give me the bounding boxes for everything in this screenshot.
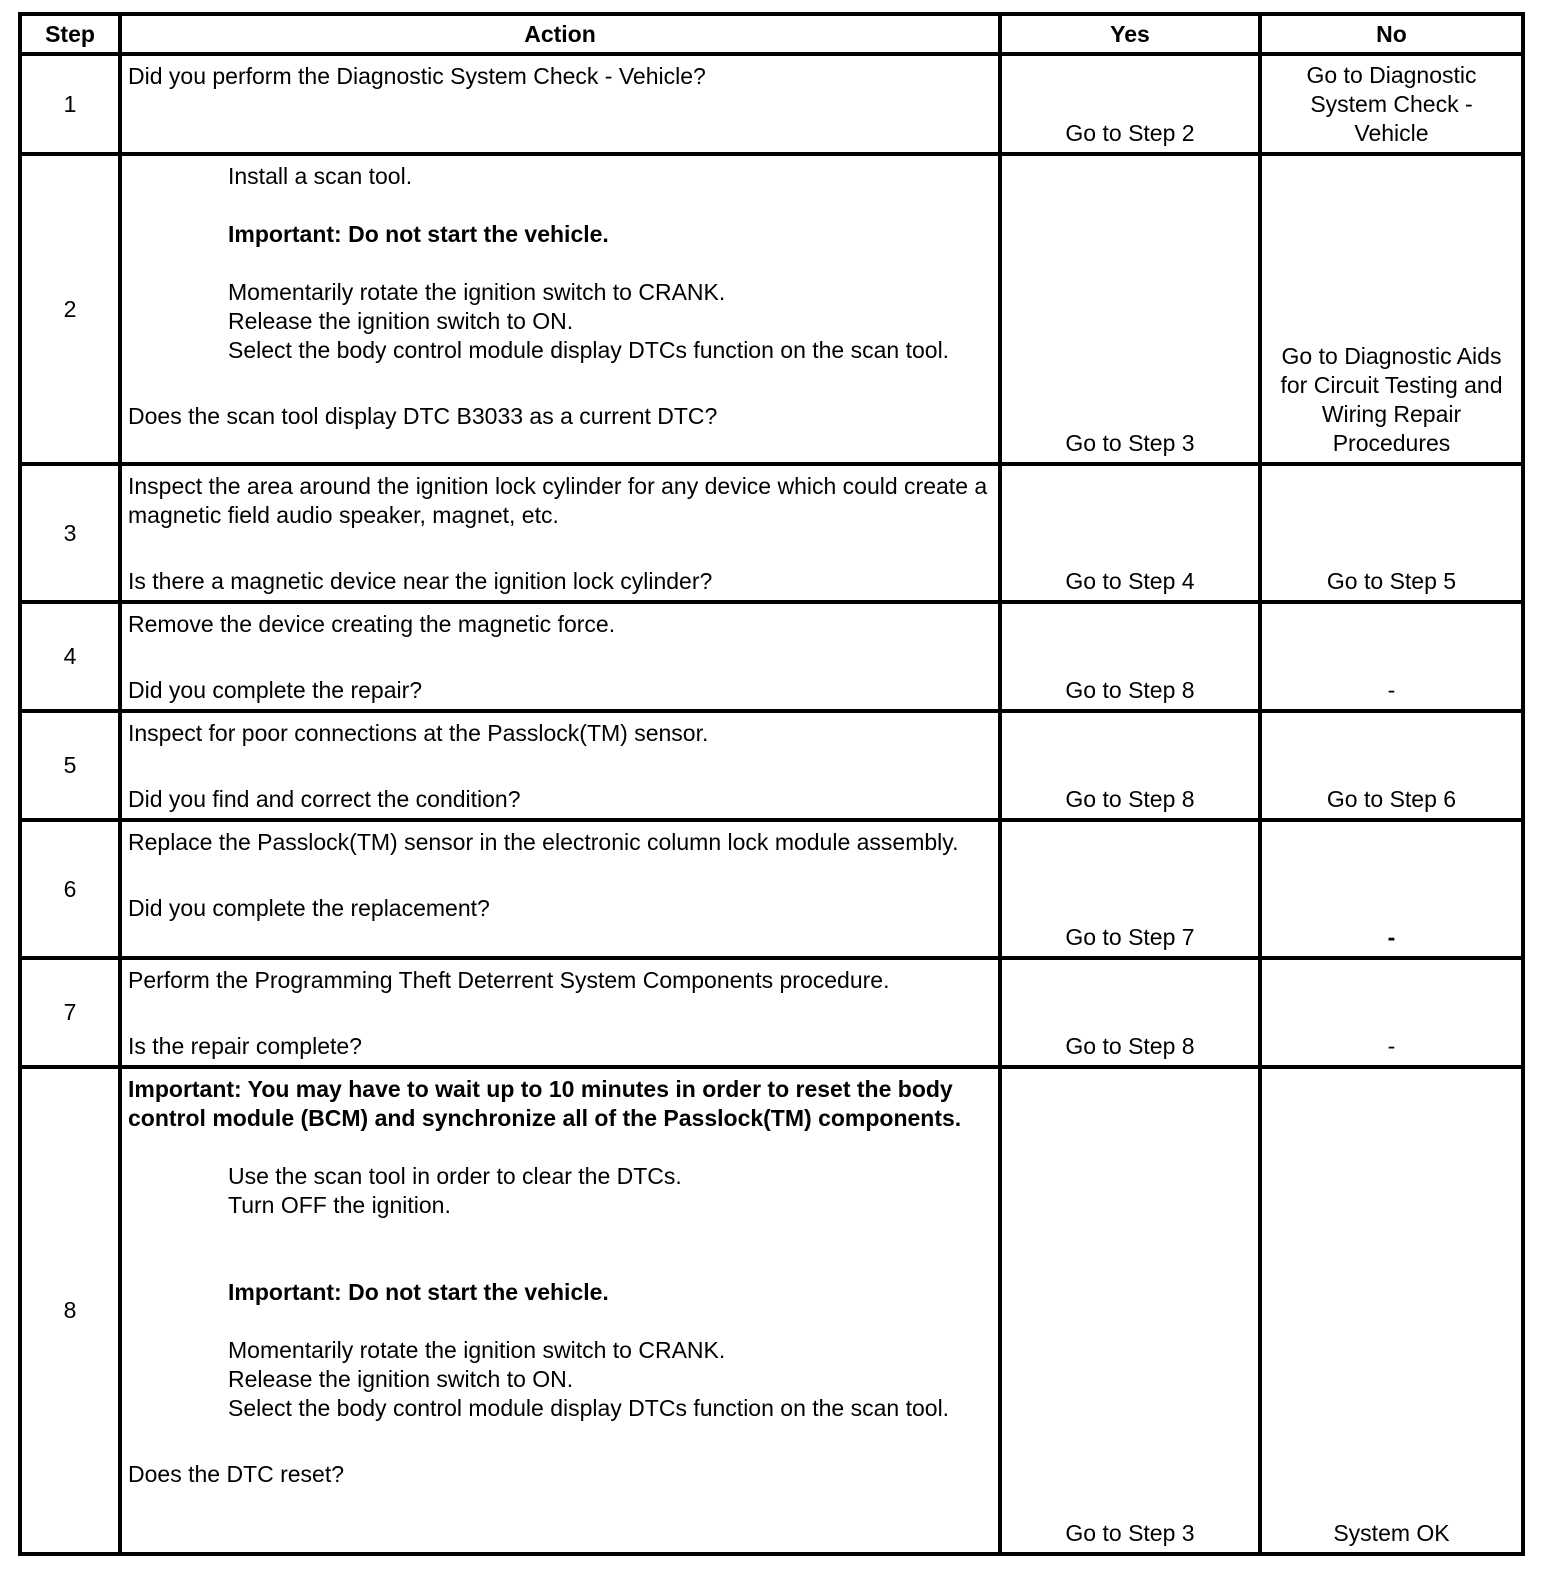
table-row (20, 602, 1523, 711)
action-instruction: Momentarily rotate the ignition switch to CRANK. (228, 1337, 726, 1363)
step-number: 6 (20, 820, 120, 958)
action-question: Does the DTC reset? (128, 1461, 345, 1487)
yes-cell: Go to Step 8 (1000, 958, 1260, 1067)
action-question: Did you complete the replacement? (128, 895, 490, 921)
no-cell: Go to Diagnostic System Check - Vehicle (1260, 54, 1523, 154)
action-cell (120, 54, 1000, 154)
yes-cell: Go to Step 3 (1000, 1067, 1260, 1554)
table-header-row (20, 14, 1523, 54)
action-instruction: Select the body control module display DTCs function on the scan tool. (228, 1395, 950, 1421)
action-instruction: Remove the device creating the magnetic force. (128, 611, 616, 637)
table-row (20, 1067, 1523, 1554)
step-number: 1 (20, 54, 120, 154)
no-cell: System OK (1260, 1067, 1523, 1554)
diagnostic-table (18, 12, 1525, 1556)
no-cell: Go to Step 6 (1260, 711, 1523, 820)
table-row (20, 958, 1523, 1067)
no-cell: - (1260, 602, 1523, 711)
yes-cell: Go to Step 8 (1000, 602, 1260, 711)
header-action: Action (120, 14, 1000, 54)
step-number: 7 (20, 958, 120, 1067)
step-number: 3 (20, 464, 120, 602)
yes-cell: Go to Step 3 (1000, 154, 1260, 464)
step-number: 2 (20, 154, 120, 464)
action-instruction: Inspect for poor connections at the Passlock(TM) sensor. (128, 720, 709, 746)
action-cell (120, 154, 1000, 464)
header-step: Step (20, 14, 120, 54)
yes-cell: Go to Step 2 (1000, 54, 1260, 154)
action-question: Did you complete the repair? (128, 677, 423, 703)
important-note: Important: You may have to wait up to 10 minutes in order to reset the body control module (BCM) and synchronize all of the Passlock(TM) components. (128, 1076, 962, 1131)
yes-cell: Go to Step 7 (1000, 820, 1260, 958)
action-instruction: Replace the Passlock(TM) sensor in the electronic column lock module assembly. (128, 829, 959, 855)
step-number: 5 (20, 711, 120, 820)
action-question: Does the scan tool display DTC B3033 as a current DTC? (128, 403, 718, 429)
action-instruction: Inspect the area around the ignition lock cylinder for any device which could create a magnetic field audio speaker, magnet, etc. (128, 473, 994, 528)
action-instruction: Release the ignition switch to ON. (228, 308, 574, 334)
step-number: 8 (20, 1067, 120, 1554)
no-cell: Go to Diagnostic Aids for Circuit Testing and Wiring Repair Procedures (1260, 154, 1523, 464)
no-cell: - (1260, 820, 1523, 958)
action-cell (120, 1067, 1000, 1554)
action-instruction: Select the body control module display DTCs function on the scan tool. (228, 337, 950, 363)
table-row (20, 154, 1523, 464)
yes-cell: Go to Step 4 (1000, 464, 1260, 602)
action-instruction: Turn OFF the ignition. (228, 1192, 451, 1218)
action-instruction: Install a scan tool. (228, 163, 413, 189)
action-cell (120, 820, 1000, 958)
table-row (20, 820, 1523, 958)
no-cell: - (1260, 958, 1523, 1067)
diagnostic-table-page (18, 12, 1521, 1556)
action-cell (120, 711, 1000, 820)
no-cell: Go to Step 5 (1260, 464, 1523, 602)
action-question: Is there a magnetic device near the ignition lock cylinder? (128, 568, 713, 594)
table-row (20, 711, 1523, 820)
table-row (20, 464, 1523, 602)
important-note: Important: Do not start the vehicle. (228, 1279, 609, 1305)
action-cell (120, 602, 1000, 711)
header-no: No (1260, 14, 1523, 54)
action-cell (120, 464, 1000, 602)
header-yes: Yes (1000, 14, 1260, 54)
table-row (20, 54, 1523, 154)
important-note: Important: Do not start the vehicle. (228, 221, 609, 247)
step-number: 4 (20, 602, 120, 711)
action-question: Did you find and correct the condition? (128, 786, 521, 812)
action-cell (120, 958, 1000, 1067)
action-instruction: Perform the Programming Theft Deterrent System Components procedure. (128, 967, 890, 993)
action-question: Did you perform the Diagnostic System Check - Vehicle? (128, 63, 706, 89)
action-instruction: Momentarily rotate the ignition switch to CRANK. (228, 279, 726, 305)
yes-cell: Go to Step 8 (1000, 711, 1260, 820)
action-instruction: Use the scan tool in order to clear the DTCs. (228, 1163, 682, 1189)
action-instruction: Release the ignition switch to ON. (228, 1366, 574, 1392)
action-question: Is the repair complete? (128, 1033, 362, 1059)
